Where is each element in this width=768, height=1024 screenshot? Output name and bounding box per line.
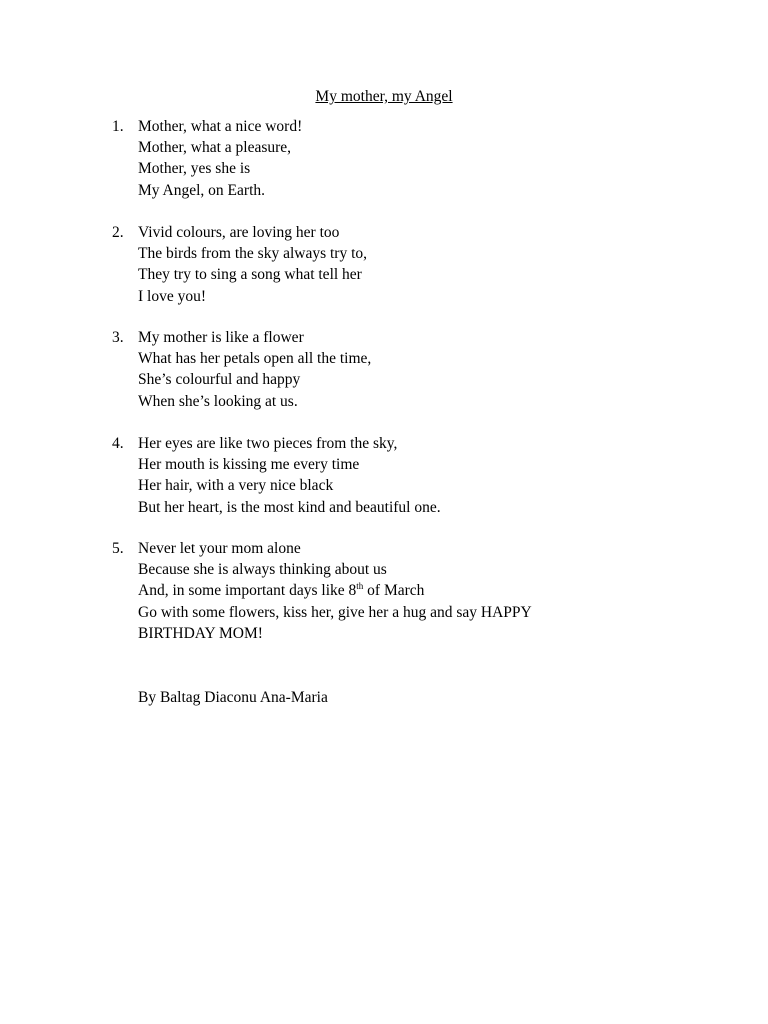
- poem-line: Her eyes are like two pieces from the sky,: [138, 435, 398, 452]
- stanza-number: 1.: [112, 118, 124, 135]
- poem-title: My mother, my Angel: [315, 88, 453, 105]
- poem-line: She’s colourful and happy: [138, 371, 301, 389]
- poem-line-with-superscript: [138, 580, 532, 601]
- stanza-lines: [138, 538, 532, 644]
- poem-line: Because she is always thinking about us: [138, 561, 387, 579]
- poem-line: They try to sing a song what tell her: [138, 266, 362, 284]
- stanza-number: 4.: [112, 435, 124, 452]
- poem-line: Vivid colours, are loving her too: [138, 224, 340, 241]
- poem-line: Never let your mom alone: [138, 540, 301, 557]
- stanza-lines: [138, 327, 371, 412]
- poem-line: Mother, what a pleasure,: [138, 139, 292, 157]
- poem-line: BIRTHDAY MOM!: [138, 624, 263, 642]
- ordinal-superscript: th: [356, 581, 364, 592]
- stanza-number: 3.: [112, 329, 124, 346]
- poem-line: Mother, what a nice word!: [138, 118, 303, 135]
- poem-line: My Angel, on Earth.: [138, 181, 265, 199]
- poem-line: Her hair, with a very nice black: [138, 477, 334, 495]
- author-byline: By Baltag Diaconu Ana-Maria: [138, 689, 328, 706]
- poem-line: The birds from the sky always try to,: [138, 245, 368, 263]
- poem-line: What has her petals open all the time,: [138, 350, 372, 368]
- stanza-lines: [138, 433, 441, 518]
- stanza-number: 2.: [112, 224, 124, 241]
- line-text-before: And, in some important days like 8: [138, 582, 357, 600]
- poem-line: My mother is like a flower: [138, 329, 304, 346]
- poem-line: Mother, yes she is: [138, 160, 251, 178]
- poem-line: Go with some flowers, kiss her, give her a hug and say HAPPY: [138, 603, 532, 621]
- stanza-lines: [138, 116, 302, 201]
- poem-line: But her heart, is the most kind and beautiful one.: [138, 498, 441, 516]
- poem-line: I love you!: [138, 287, 207, 305]
- poem-line: Her mouth is kissing me every time: [138, 456, 360, 474]
- line-text-after: of March: [363, 582, 425, 600]
- stanza-lines: [138, 222, 367, 307]
- stanza-number: 5.: [112, 540, 124, 557]
- poem-line: When she’s looking at us.: [138, 392, 298, 410]
